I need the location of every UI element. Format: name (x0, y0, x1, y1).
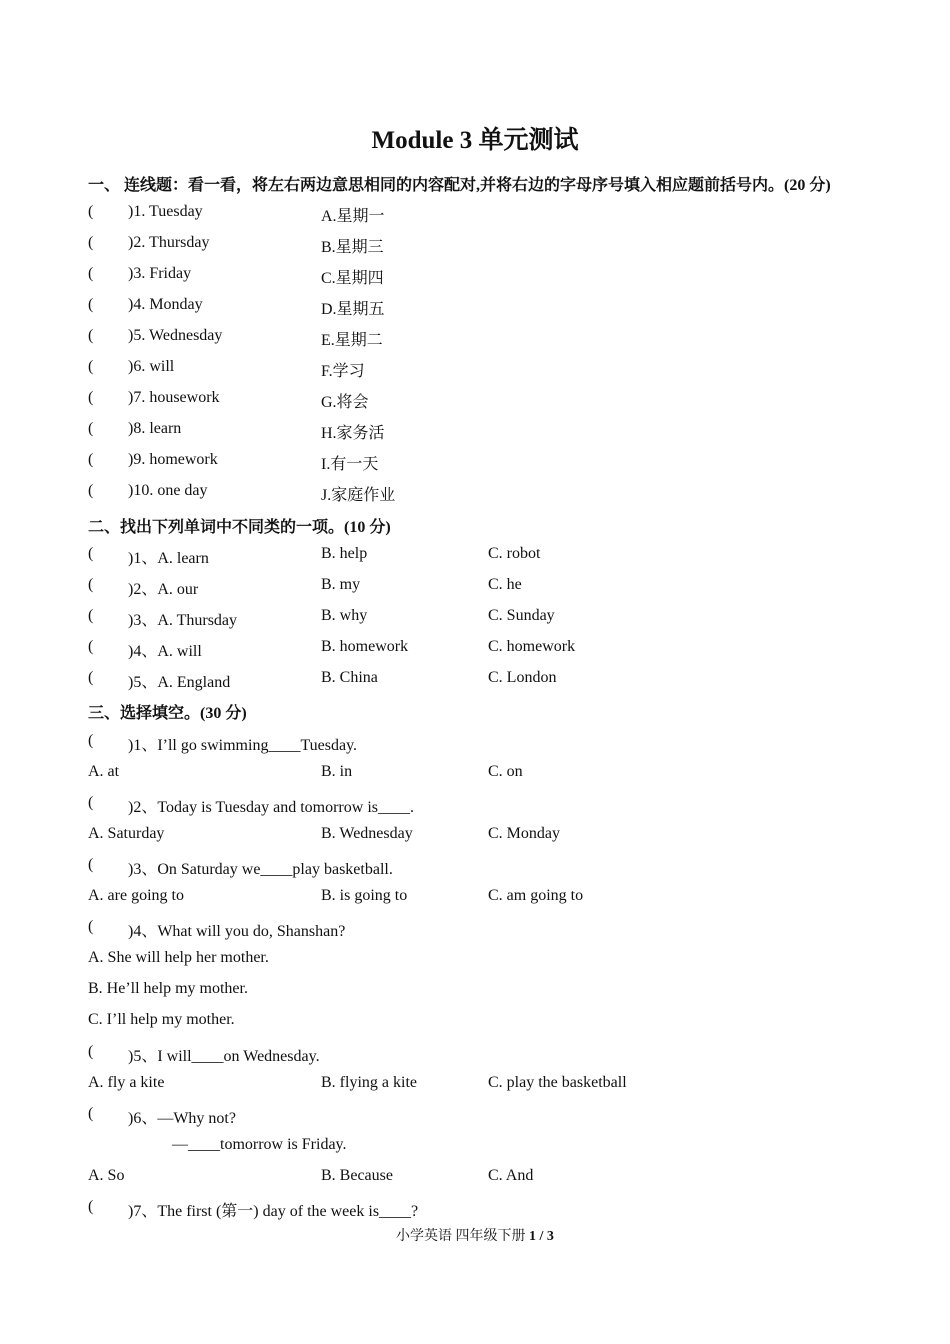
matching-right: F.学习 (321, 363, 365, 380)
answer-paren: ( (88, 545, 94, 562)
option-b: B. flying a kite (321, 1074, 417, 1091)
section1-heading: 一、 连线题：看一看，将左右两边意思相同的内容配对,并将右边的字母序号填入相应题前括号内。(20 分) (88, 177, 831, 194)
answer-paren: ( (88, 451, 94, 468)
option-b: B. is going to (321, 887, 408, 904)
matching-left: )1. Tuesday (128, 203, 203, 220)
option-c: C. on (488, 763, 523, 780)
page-number: 1 / 3 (529, 1229, 554, 1244)
answer-paren: ( (88, 358, 94, 375)
matching-right: E.星期二 (321, 332, 383, 349)
matching-right: C.星期四 (321, 270, 384, 287)
question-text: )5、I will____on Wednesday. (128, 1048, 320, 1065)
section3-heading: 三、选择填空。(30 分) (88, 705, 247, 722)
option-b: B. homework (321, 638, 409, 655)
answer-paren: ( (88, 856, 94, 873)
option-c: C. robot (488, 545, 541, 562)
answer-paren: ( (88, 327, 94, 344)
question-text: )6、—Why not? (128, 1110, 236, 1127)
option-b: B. help (321, 545, 368, 562)
section2-heading: 二、找出下列单词中不同类的一项。(10 分) (88, 519, 391, 536)
option-b: B. China (321, 669, 378, 686)
option-a: A. are going to (88, 887, 184, 904)
option-a: )2、A. our (128, 581, 199, 598)
option-c: C. Sunday (488, 607, 555, 624)
option-a: A. So (88, 1167, 125, 1184)
option-a: )4、A. will (128, 643, 202, 660)
matching-right: B.星期三 (321, 239, 384, 256)
option-b: B. Because (321, 1167, 393, 1184)
question-text-line2: —____tomorrow is Friday. (172, 1136, 347, 1153)
question-text: )2、Today is Tuesday and tomorrow is____. (128, 799, 414, 816)
matching-left: )6. will (128, 358, 175, 375)
answer-paren: ( (88, 918, 94, 935)
matching-right: G.将会 (321, 394, 369, 411)
footer-subject: 小学英语 四年级下册 (396, 1229, 526, 1244)
option-a: A. at (88, 763, 120, 780)
answer-paren: ( (88, 203, 94, 220)
option-c: C. Monday (488, 825, 560, 842)
answer-paren: ( (88, 389, 94, 406)
answer-paren: ( (88, 234, 94, 251)
answer-paren: ( (88, 607, 94, 624)
answer-paren: ( (88, 794, 94, 811)
option-c: C. play the basketball (488, 1074, 627, 1091)
option-a: )3、A. Thursday (128, 612, 238, 629)
matching-right: J.家庭作业 (321, 487, 396, 504)
page-footer (0, 1225, 950, 1245)
question-text: )1、I’ll go swimming____Tuesday. (128, 737, 358, 754)
matching-right: D.星期五 (321, 301, 385, 318)
answer-paren: ( (88, 1043, 94, 1060)
matching-left: )3. Friday (128, 265, 192, 282)
option-c: C. And (488, 1167, 534, 1184)
option-a: )1、A. learn (128, 550, 209, 567)
option-b: B. Wednesday (321, 825, 413, 842)
question-text: )4、What will you do, Shanshan? (128, 923, 346, 940)
answer-paren: ( (88, 732, 94, 749)
answer-paren: ( (88, 669, 94, 686)
answer-paren: ( (88, 482, 94, 499)
option-c: C. I’ll help my mother. (88, 1011, 235, 1028)
matching-left: )7. housework (128, 389, 220, 406)
answer-paren: ( (88, 576, 94, 593)
option-c: C. London (488, 669, 557, 686)
option-c: C. homework (488, 638, 576, 655)
option-a: )5、A. England (128, 674, 231, 691)
question-text: )7、The first (第一) day of the week is____? (128, 1203, 419, 1220)
matching-right: I.有一天 (321, 456, 379, 473)
answer-paren: ( (88, 296, 94, 313)
matching-left: )8. learn (128, 420, 182, 437)
option-a: A. fly a kite (88, 1074, 165, 1091)
answer-paren: ( (88, 265, 94, 282)
matching-right: H.家务活 (321, 425, 385, 442)
answer-paren: ( (88, 420, 94, 437)
option-b: B. in (321, 763, 353, 780)
option-a: A. She will help her mother. (88, 949, 269, 966)
answer-paren: ( (88, 1198, 94, 1215)
option-c: C. am going to (488, 887, 584, 904)
option-c: C. he (488, 576, 522, 593)
question-text: )3、On Saturday we____play basketball. (128, 861, 393, 878)
matching-left: )10. one day (128, 482, 208, 499)
matching-left: )5. Wednesday (128, 327, 223, 344)
matching-left: )9. homework (128, 451, 218, 468)
matching-right: A.星期一 (321, 208, 385, 225)
matching-left: )4. Monday (128, 296, 203, 313)
option-a: A. Saturday (88, 825, 165, 842)
matching-left: )2. Thursday (128, 234, 210, 251)
option-b: B. He’ll help my mother. (88, 980, 248, 997)
option-b: B. my (321, 576, 361, 593)
answer-paren: ( (88, 1105, 94, 1122)
answer-paren: ( (88, 638, 94, 655)
page-title: Module 3 单元测试 (371, 127, 579, 154)
option-b: B. why (321, 607, 368, 624)
